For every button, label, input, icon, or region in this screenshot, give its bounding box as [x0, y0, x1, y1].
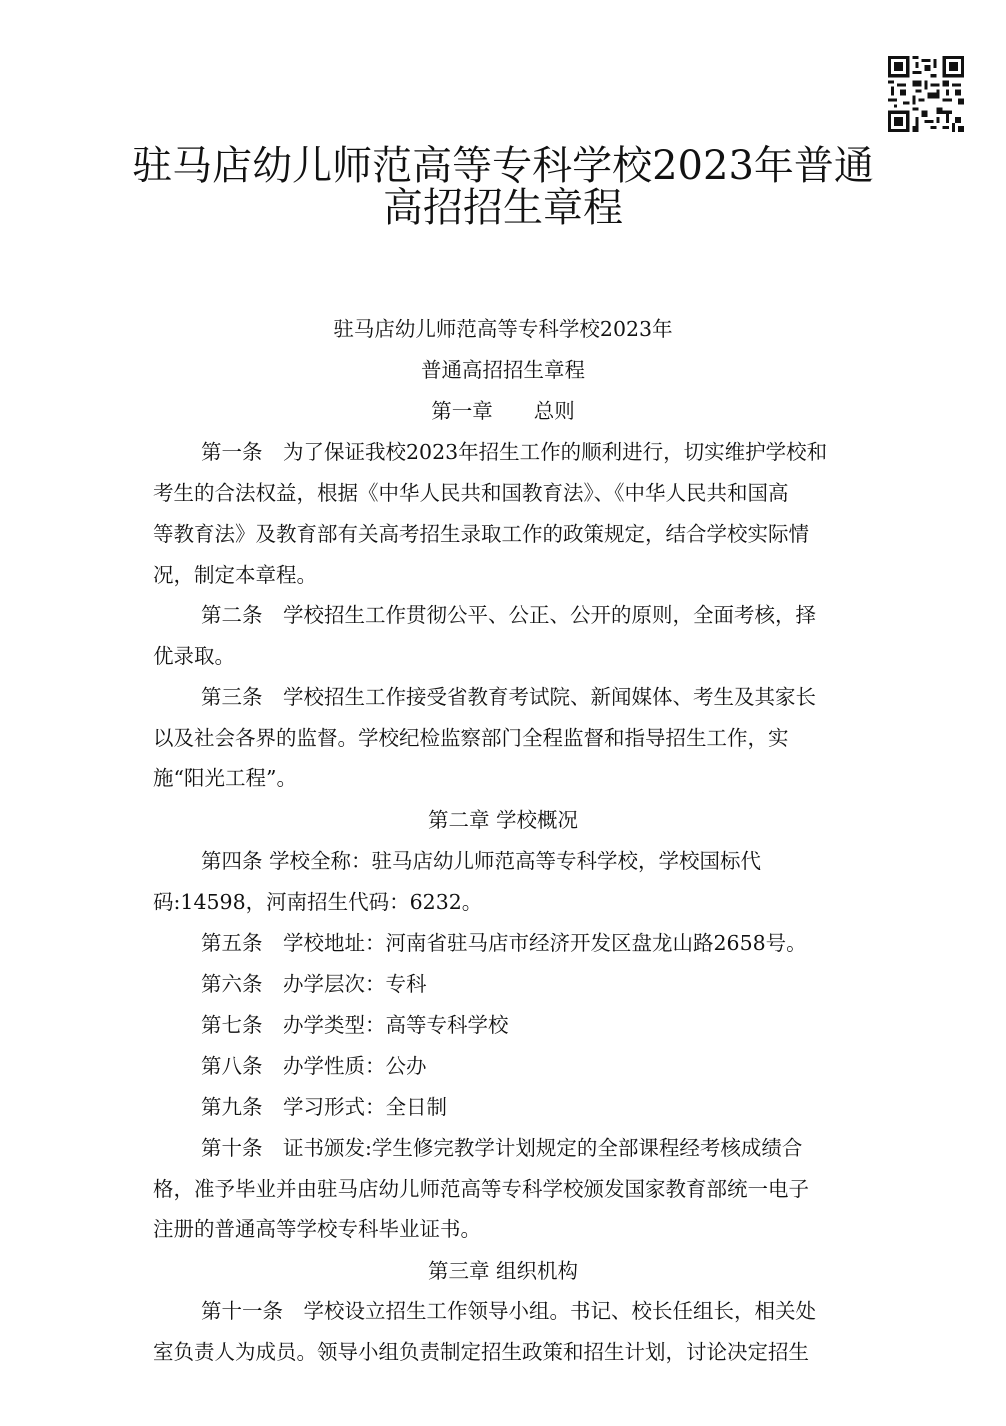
document-title-line-1: 驻马店幼儿师范高等专科学校2023年普通	[132, 143, 874, 189]
heading-line-2: 普通高招招生章程	[421, 358, 585, 382]
chapter-1-heading: 第一章 总则	[431, 399, 575, 423]
article-1-line-3: 等教育法》及教育部有关高考招生录取工作的政策规定，结合学校实际情	[153, 522, 809, 546]
article-10-line-3: 注册的普通高等学校专科毕业证书。	[153, 1217, 481, 1241]
article-3-line-3: 施“阳光工程”。	[153, 766, 297, 790]
article-2-line-1: 第二条 学校招生工作贯彻公平、公正、公开的原则，全面考核，择	[201, 603, 816, 627]
article-1-line-1: 第一条 为了保证我校2023年招生工作的顺利进行，切实维护学校和	[201, 440, 828, 464]
article-8: 第八条 办学性质：公办	[201, 1054, 427, 1078]
qr-code-icon	[888, 56, 964, 132]
article-11-line-1: 第十一条 学校设立招生工作领导小组。书记、校长任组长，相关处	[201, 1299, 816, 1323]
article-3-line-2: 以及社会各界的监督。学校纪检监察部门全程监督和指导招生工作，实	[153, 726, 789, 750]
article-10-line-1: 第十条 证书颁发:学生修完教学计划规定的全部课程经考核成绩合	[201, 1136, 803, 1160]
chapter-2-heading: 第二章 学校概况	[427, 808, 579, 832]
article-5: 第五条 学校地址：河南省驻马店市经济开发区盘龙山路2658号。	[201, 931, 807, 955]
document-title-line-2: 高招招生章程	[383, 185, 623, 231]
article-7: 第七条 办学类型：高等专科学校	[201, 1013, 509, 1037]
article-3-line-1: 第三条 学校招生工作接受省教育考试院、新闻媒体、考生及其家长	[201, 685, 816, 709]
article-1-line-2: 考生的合法权益，根据《中华人民共和国教育法》、《中华人民共和国高	[153, 481, 789, 505]
article-11-line-2: 室负责人为成员。领导小组负责制定招生政策和招生计划，讨论决定招生	[153, 1340, 809, 1364]
article-4-line-1: 第四条 学校全称：驻马店幼儿师范高等专科学校，学校国标代	[201, 849, 762, 873]
heading-line-1: 驻马店幼儿师范高等专科学校2023年	[333, 317, 673, 341]
article-1-line-4: 况，制定本章程。	[153, 563, 317, 587]
article-2-line-2: 优录取。	[153, 644, 235, 668]
article-10-line-2: 格，准予毕业并由驻马店幼儿师范高等专科学校颁发国家教育部统一电子	[153, 1177, 809, 1201]
chapter-3-heading: 第三章 组织机构	[427, 1259, 579, 1283]
article-6: 第六条 办学层次：专科	[201, 972, 427, 996]
article-9: 第九条 学习形式：全日制	[201, 1095, 447, 1119]
article-4-line-2: 码:14598，河南招生代码：6232。	[153, 890, 483, 914]
